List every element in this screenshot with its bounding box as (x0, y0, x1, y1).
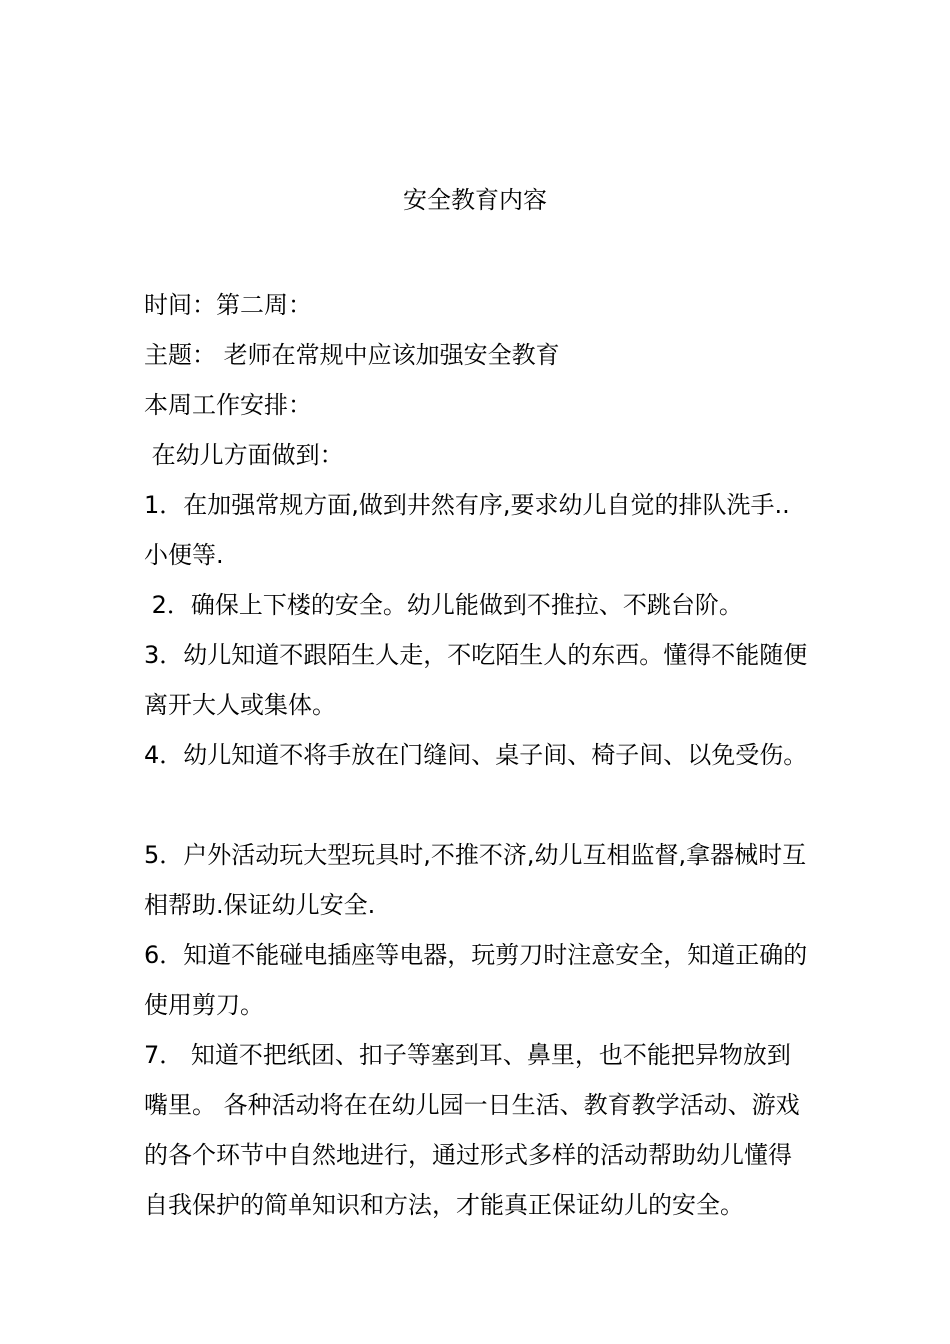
list-item-4: 4．幼儿知道不将手放在门缝间、桌子间、椅子间、以免受伤。 (144, 741, 808, 769)
list-item-7: 7． 知道不把纸团、扣子等塞到耳、鼻里，也不能把异物放到嘴里。 各种活动将在在幼儿园一日生活、教育教学活动、游戏的各个环节中自然地进行，通过形式多样的活动帮助幼儿懂得自我保护的简单知识和方法，才能真正保证幼儿的安全。 (144, 1041, 800, 1219)
list-item-5: 5．户外活动玩大型玩具时,不推不济,幼儿互相监督,拿器械时互相帮助.保证幼儿安全. (144, 841, 807, 919)
list-item-1: 1．在加强常规方面,做到井然有序,要求幼儿自觉的排队洗手..小便等. (144, 491, 790, 569)
document-title: 安全教育内容 (403, 186, 547, 214)
schedule-line: 本周工作安排： (144, 391, 312, 419)
list-item-3: 3．幼儿知道不跟陌生人走，不吃陌生人的东西。懂得不能随便离开大人或集体。 (144, 641, 808, 719)
list-item-6: 6．知道不能碰电插座等电器，玩剪刀时注意安全，知道正确的使用剪刀。 (144, 941, 808, 1019)
blank-line (144, 780, 809, 830)
list-item-2: 2．确保上下楼的安全。幼儿能做到不推拉、不跳台阶。 (144, 591, 743, 619)
child-aspect-line: 在幼儿方面做到： (144, 441, 344, 469)
theme-line: 主题： 老师在常规中应该加强安全教育 (144, 341, 560, 369)
document-body (144, 280, 809, 1230)
time-line: 时间：第二周： (144, 291, 312, 319)
